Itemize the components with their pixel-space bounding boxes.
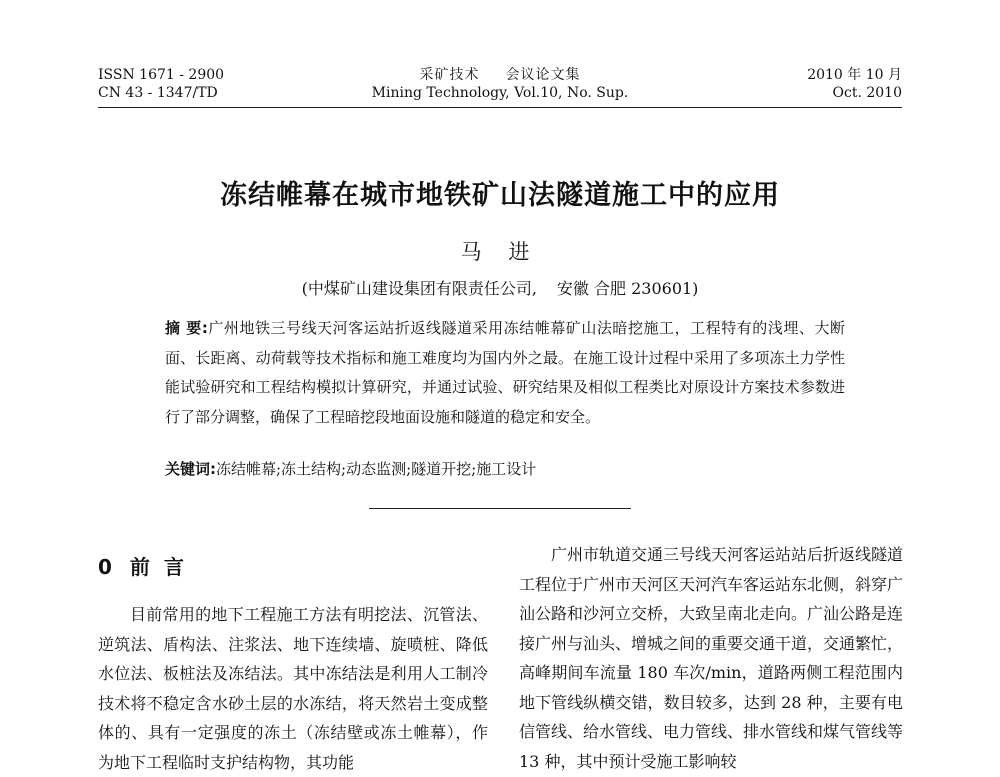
journal-name-block: [300, 66, 700, 102]
journal-issn-block: [98, 66, 224, 102]
left-paragraph: 目前常用的地下工程施工方法有明挖法、沉管法、逆筑法、盾构法、注浆法、地下连续墙、旋喷桩、降低水位法、板桩法及冻结法。其中冻结法是利用人工制冷技术将不稳定含水砂土层的水冻结，将天然岩土变成整体的、具有一定强度的冻土（冻结壁或冻土帷幕），作为地下工程临时支护结构物，其功能: [98, 605, 488, 772]
section-number: 0: [98, 555, 112, 579]
abstract: [165, 314, 845, 432]
keywords: [165, 458, 845, 479]
journal-title-cn: 采矿技术: [419, 67, 480, 83]
author-affiliation: [0, 276, 1000, 299]
proceedings-label-cn: 会议论文集: [505, 67, 581, 83]
header-rule: [98, 107, 902, 108]
abstract-text: 广州地铁三号线天河客运站折返线隧道采用冻结帷幕矿山法暗挖施工，工程特有的浅埋、大断面、长距离、动荷载等技术指标和施工难度均为国内外之最。在施工设计过程中采用了多项冻土力学性能试验研究和工程结构模拟计算研究，并通过试验、研究结果及相似工程类比对原设计方案技术参数进行了部分调整，确保了工程暗挖段地面设施和隧道的稳定和安全。: [165, 319, 845, 426]
keywords-label: 关键词:: [165, 460, 216, 478]
author-name: 马 进: [460, 240, 540, 264]
issue-date-en: Oct. 2010: [832, 85, 902, 101]
affiliation-place: 安徽 合肥 230601): [556, 279, 699, 298]
journal-name-en: Mining Technology, Vol.10, No. Sup.: [371, 85, 629, 101]
abstract-label: 摘 要:: [165, 319, 208, 337]
left-column: [98, 600, 488, 777]
section-title: 前言: [129, 555, 198, 579]
keywords-text: 冻结帷幕;冻土结构;动态监测;隧道开挖;施工设计: [216, 460, 537, 478]
section-heading: [98, 551, 198, 580]
abstract-separator: [369, 508, 631, 509]
right-paragraph: 广州市轨道交通三号线天河客运站站后折返线隧道工程位于广州市天河区天河汽车客运站东北侧，斜穿广汕公路和沙河立交桥，大致呈南北走向。广汕公路是连接广州与汕头、增城之间的重要交通干道，交通繁忙，高峰期间车流量 180 车次/min，道路两侧工程范围内地下管线纵横交错，数目较多，达到 28 种，主要有电信管线、给水管线、电力管线、排水管线和煤气管线等 13 种，其中预计受施工影响较: [519, 545, 904, 771]
issue-date-cn: 2010 年 10 月: [807, 67, 902, 83]
journal-name-cn: [300, 66, 700, 84]
cn-number: CN 43 - 1347/TD: [98, 85, 218, 101]
journal-date-block: [807, 66, 902, 102]
affiliation-org: (中煤矿山建设集团有限责任公司,: [301, 279, 537, 298]
paper-title: 冻结帷幕在城市地铁矿山法隧道施工中的应用: [220, 180, 780, 211]
right-column: [519, 540, 903, 776]
issn-number: ISSN 1671 - 2900: [98, 67, 225, 83]
